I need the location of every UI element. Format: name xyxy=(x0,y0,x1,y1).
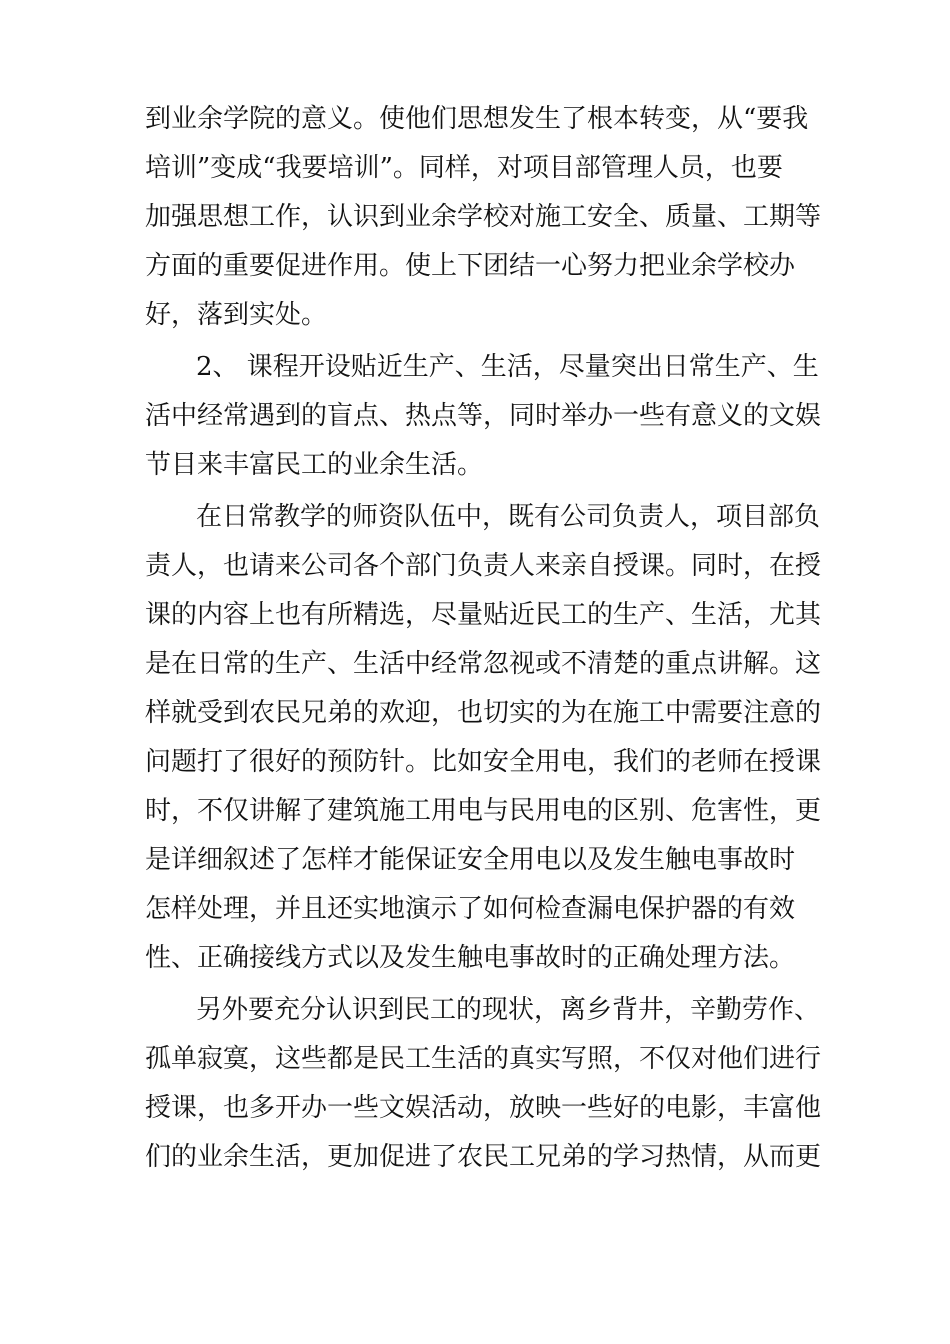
text-line: 活中经常遇到的盲点、热点等，同时举办一些有意义的文娱 xyxy=(145,401,822,431)
text-line: 责人，也请来公司各个部门负责人来亲自授课。同时，在授 xyxy=(145,551,822,581)
text-line: 授课，也多开办一些文娱活动，放映一些好的电影，丰富他 xyxy=(145,1093,822,1123)
text-line: 2、 课程开设贴近生产、生活，尽量突出日常生产、生 xyxy=(196,352,819,382)
text-line: 节目来丰富民工的业余生活。 xyxy=(145,450,484,480)
text-line: 是在日常的生产、生活中经常忽视或不清楚的重点讲解。这 xyxy=(145,649,822,679)
text-line: 另外要充分认识到民工的现状，离乡背井，辛勤劳作、 xyxy=(196,995,821,1025)
text-line: 课的内容上也有所精选，尽量贴近民工的生产、生活，尤其 xyxy=(145,600,822,630)
text-line: 怎样处理，并且还实地演示了如何检查漏电保护器的有效 xyxy=(145,894,796,924)
text-line: 们的业余生活，更加促进了农民工兄弟的学习热情，从而更 xyxy=(145,1142,822,1172)
text-line: 在日常教学的师资队伍中，既有公司负责人，项目部负 xyxy=(196,502,821,532)
text-line: 孤单寂寞，这些都是民工生活的真实写照，不仅对他们进行 xyxy=(145,1044,822,1074)
text-line: 是详细叙述了怎样才能保证安全用电以及发生触电事故时 xyxy=(145,845,796,875)
text-line: 到业余学院的意义。使他们思想发生了根本转变，从“要我 xyxy=(145,104,809,134)
text-line: 好，落到实处。 xyxy=(145,300,328,330)
text-line: 培训”变成“我要培训”。同样，对项目部管理人员，也要 xyxy=(145,153,783,183)
text-line: 加强思想工作，认识到业余学校对施工安全、质量、工期等 xyxy=(145,202,822,232)
text-line: 问题打了很好的预防针。比如安全用电，我们的老师在授课 xyxy=(145,747,822,777)
text-line: 方面的重要促进作用。使上下团结一心努力把业余学校办 xyxy=(145,251,796,281)
text-line: 时，不仅讲解了建筑施工用电与民用电的区别、危害性，更 xyxy=(145,796,822,826)
text-line: 样就受到农民兄弟的欢迎，也切实的为在施工中需要注意的 xyxy=(145,698,822,728)
text-line: 性、正确接线方式以及发生触电事故时的正确处理方法。 xyxy=(145,943,796,973)
